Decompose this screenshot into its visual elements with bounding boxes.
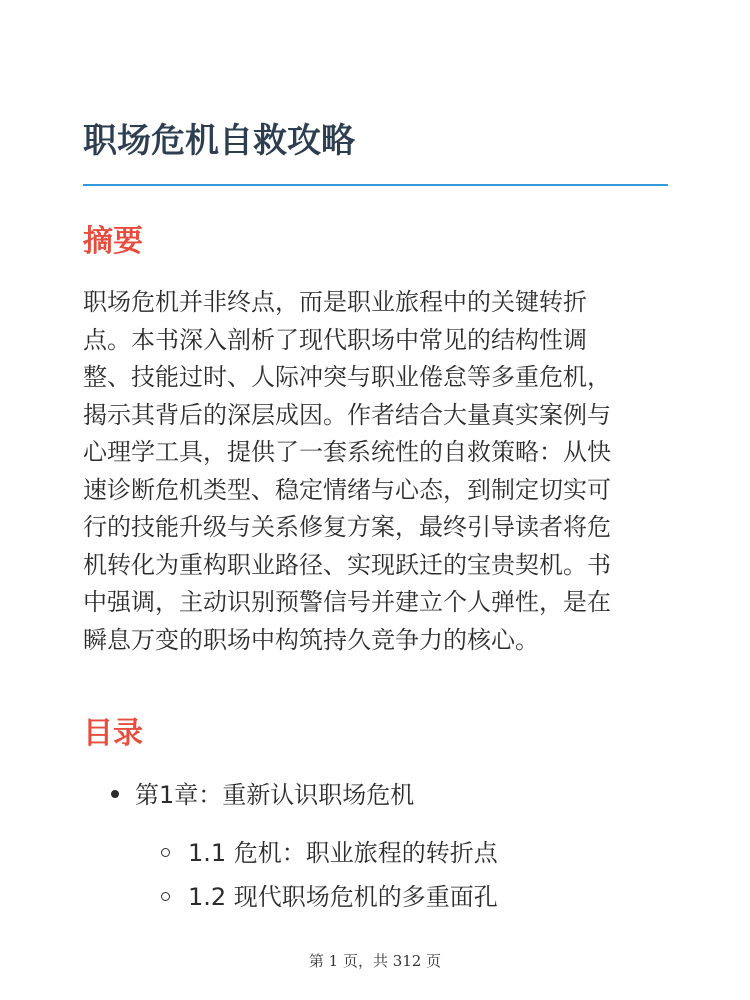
bullet-circle-icon <box>161 892 170 901</box>
toc-section-item[interactable] <box>161 836 498 870</box>
abstract-line: 行的技能升级与关系修复方案，最终引导读者将危 <box>83 513 611 541</box>
bullet-circle-icon <box>161 848 170 857</box>
toc-chapter-item[interactable] <box>111 778 414 812</box>
title-divider <box>83 184 668 186</box>
abstract-line: 速诊断危机类型、稳定情绪与心态，到制定切实可 <box>83 475 611 504</box>
abstract-line: 揭示其背后的深层成因。作者结合大量真实案例与 <box>83 400 611 429</box>
document-title: 职场危机自救攻略 <box>83 121 355 161</box>
toc-section-label: 1.2 现代职场危机的多重面孔 <box>188 883 498 911</box>
abstract-heading: 摘要 <box>83 224 143 259</box>
toc-chapter-label: 第1章：重新认识职场危机 <box>135 781 415 809</box>
abstract-line: 职场危机并非终点，而是职业旅程中的关键转折 <box>83 288 587 316</box>
toc-section-label: 1.1 危机：职业旅程的转折点 <box>188 839 498 867</box>
toc-heading: 目录 <box>83 716 143 751</box>
abstract-line: 点。本书深入剖析了现代职场中常见的结构性调 <box>83 325 587 354</box>
bullet-disc-icon <box>111 790 119 798</box>
abstract-line: 瞬息万变的职场中构筑持久竞争力的核心。 <box>83 625 539 654</box>
abstract-line: 心理学工具，提供了一套系统性的自救策略：从快 <box>83 438 611 466</box>
abstract-line: 机转化为重构职业路径、实现跃迁的宝贵契机。书 <box>83 550 611 579</box>
toc-section-item[interactable] <box>161 880 498 914</box>
abstract-line: 中强调，主动识别预警信号并建立个人弹性，是在 <box>83 588 611 616</box>
abstract-paragraph <box>83 284 673 659</box>
abstract-line: 整、技能过时、人际冲突与职业倦怠等多重危机， <box>83 363 611 391</box>
page-number-footer: 第 1 页，共 312 页 <box>308 952 442 970</box>
